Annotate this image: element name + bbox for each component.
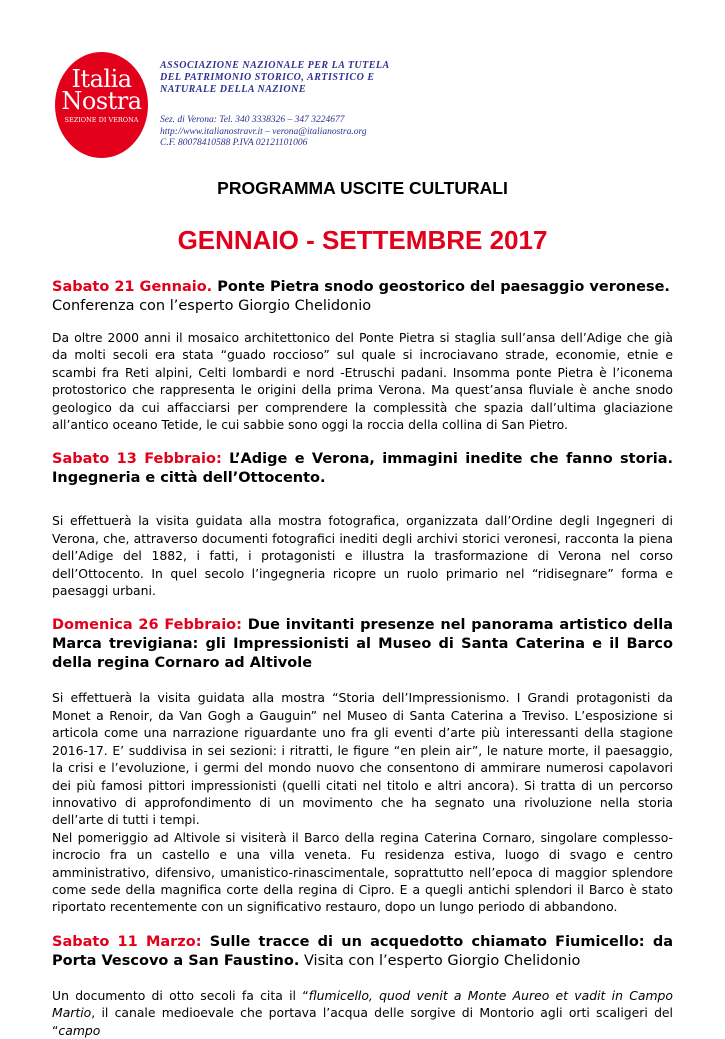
event-date: Domenica 26 Febbraio: — [52, 617, 242, 634]
event-section — [52, 616, 673, 915]
org-line: DEL PATRIMONIO STORICO, ARTISTICO E — [160, 72, 375, 83]
event-heading — [52, 933, 673, 971]
organization-name — [160, 60, 390, 96]
italia-nostra-logo — [55, 52, 148, 158]
logo-word-nostra: Nostra — [61, 87, 142, 115]
events-list — [52, 278, 673, 1039]
event-section — [52, 278, 673, 433]
event-description: Si effettuerà la visita guidata alla mostra “Storia dell’Impressionismo. I Grandi protagonisti da Monet a Renoir, da Van Gogh a Gauguin” nel Museo di Santa Caterina a Treviso. L’esposizione si articola come una narrazione riguardante uno fra gli eventi d’arte più interessanti della stagione 2016-17. E’ suddivisa in sei sezioni: i ritratti, le figure “en plein air”, le nature morte, il paesaggio, la crisi e l’evoluzione, i germi del mondo nuovo che consentono di ammirare numerosi capolavori dei più famosi pittori impressionisti (quelli citati nel titolo e altri ancora). Si tratta di un percorso innovativo di approfondimento di un movimento che ha segnato una rivoluzione nella storia dell’arte di tutti i tempi. — [52, 690, 673, 828]
event-subtitle: Conferenza con l’esperto Giorgio Chelidonio — [52, 298, 372, 314]
contact-web-email[interactable]: http://www.italianostravr.it – verona@italianostra.org — [160, 126, 367, 137]
event-section — [52, 450, 673, 599]
text-run: Un documento di otto secoli fa cita il “ — [52, 987, 309, 1003]
event-heading — [52, 616, 673, 673]
event-description: Da oltre 2000 anni il mosaico architettonico del Ponte Pietra si staglia sull’ansa dell’Adige che già da molti secoli era stata “guado roccioso” sul quale si incrociavano strade, economie, etnie e scambi fra Reti alpini, Celti lombardi e nord -Etruschi padani. Insomma ponte Pietra è l’iconema protostorico che rappresenta le origini della prima Verona. Ma quest’ansa fluviale è anche snodo geologico da cui affacciarsi per comprendere la complessità che spazia dall’ultima glaciazione all’antico oceano Tetide, le cui sabbie sono oggi la roccia della collina di San Pietro. — [52, 330, 673, 433]
event-date: Sabato 21 Gennaio. — [52, 279, 213, 295]
event-title: Ponte Pietra snodo geostorico del paesaggio veronese. — [212, 279, 670, 295]
event-title: Due invitanti presenze nel panorama artistico della Marca trevigiana: gli Impressionisti al Museo di Santa Caterina e il Barco della regina Cornaro ad Altivole — [52, 617, 673, 672]
logo-section-label: SEZIONE DI VERONA — [64, 116, 139, 124]
main-title: GENNAIO - SETTEMBRE 2017 — [177, 225, 548, 255]
text-run-italic: campo — [58, 1022, 101, 1038]
event-subtitle: Visita con l’esperto Giorgio Chelidonio — [299, 952, 581, 969]
org-line: NATURALE DELLA NAZIONE — [160, 84, 307, 95]
event-section — [52, 933, 673, 1039]
event-heading — [52, 278, 673, 297]
latin-quote: flumicello, quod venit a Monte Aureo et vadit in Campo Martio — [52, 987, 673, 1021]
org-line: ASSOCIAZIONE NAZIONALE PER LA TUTELA — [160, 60, 390, 71]
event-description — [52, 987, 673, 1039]
contact-tax-ids: C.F. 80078410588 P.IVA 02121101006 — [160, 138, 308, 148]
event-title: Sulle tracce di un acquedotto chiamato Fiumicello: da Porta Vescovo a San Faustino. — [52, 933, 673, 969]
programme-title: PROGRAMMA USCITE CULTURALI — [217, 178, 508, 198]
event-description: Nel pomeriggio ad Altivole si visiterà il Barco della regina Caterina Cornaro, singolare complesso-incrocio fra un castello e una villa veneta. Fu residenza estiva, luogo di svago e centro amministrativo, difensivo, umanistico-rinascimentale, soprattutto nell’epoca di maggior splendore come sede della magnifica corte della regina di Cipro. E a quegli antichi splendori il Barco è stato riportato recentemente con un significativo restauro, dopo un lungo periodo di abbandono. — [52, 829, 673, 915]
event-description: Si effettuerà la visita guidata alla mostra fotografica, organizzata dall’Ordine degli Ingegneri di Verona, che, attraverso documenti fotografici inediti degli archivi storici veronesi, racconta la piena dell’Adige del 1882, i fatti, i protagonisti e illustra la trasformazione di Verona nel corso dell’Ottocento. In quel secolo l’ingegneria ricopre un ruolo primario nel “ridisegnare” forma e paesaggi urbani. — [52, 513, 673, 599]
contact-info — [160, 115, 367, 150]
text-run: , il canale medioevale che portava l’acqua delle sorgive di Montorio agli orti scaligeri del “ — [52, 1005, 673, 1038]
logo-word-italia: Italia — [71, 65, 132, 93]
event-title: L’Adige e Verona, immagini inedite che fanno storia. Ingegneria e città dell’Ottocento. — [52, 451, 673, 487]
event-heading — [52, 450, 673, 488]
event-date: Sabato 11 Marzo: — [52, 933, 202, 950]
event-date: Sabato 13 Febbraio: — [52, 451, 222, 468]
contact-phone: Sez. di Verona: Tel. 340 3338326 – 347 3224677 — [160, 115, 345, 125]
